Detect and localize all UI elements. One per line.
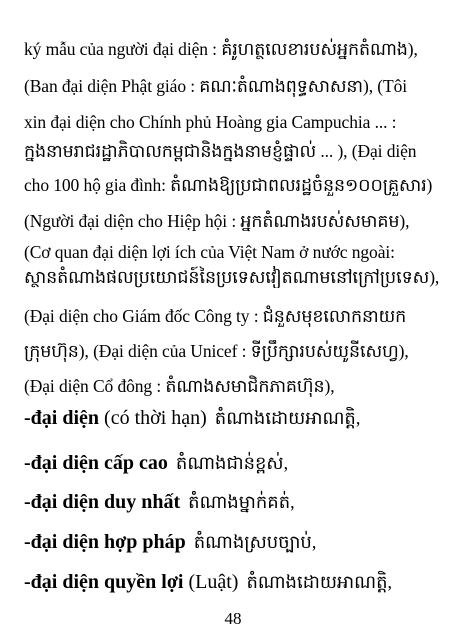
- text-line: cho 100 hộ gia đình: តំណាងឱ្យប្រជាពលរដ្ឋចំនួន១០០គ្រួសារ): [24, 175, 433, 195]
- text-line: ký mẫu của người đại diện : គំរូហត្ថលេខារបស់អ្នកតំណាង),: [24, 39, 418, 59]
- dictionary-entry: [24, 489, 448, 515]
- entry-translation: តំណាងដោយអាណត្តិ,: [214, 408, 361, 428]
- entry-translation: តំណាងស្របច្បាប់,: [193, 532, 317, 552]
- entry-translation: តំណាងជាន់ខ្ពស់,: [175, 453, 289, 473]
- entry-translation: តំណាងម្នាក់គត់,: [188, 492, 295, 512]
- page-number: 48: [224, 609, 242, 628]
- dictionary-entry: [24, 405, 448, 431]
- entry-headword: -đại diện cấp cao: [24, 452, 168, 474]
- entry-headword: -đại diện duy nhất: [24, 491, 181, 513]
- text-line: (Ban đại diện Phật giáo : គណៈតំណាងពុទ្ធសាសនា), (Tôi: [24, 76, 407, 96]
- entry-headword: -đại diện hợp pháp: [24, 531, 186, 553]
- dictionary-entry: [24, 450, 448, 476]
- text-line: (Cơ quan đại diện lợi ích của Việt Nam ở nước ngoài:: [24, 242, 395, 262]
- dictionary-entry: [24, 569, 448, 595]
- dictionary-entry: [24, 529, 448, 555]
- text-line: ស្ថានតំណាងផលប្រយោជន៍នៃប្រទេសវៀតណាមនៅក្រៅប្រទេស),: [24, 267, 440, 287]
- entry-headword: -đại diện: [24, 407, 100, 429]
- text-line: (Người đại diện cho Hiệp hội : អ្នកតំណាងរបស់សមាគម),: [24, 211, 410, 231]
- text-line: ក្នុងនាមរាជរដ្ឋាភិបាលកម្ពុជានិងក្នុងនាមខ្ញុំផ្ទាល់ ... ), (Đại diện: [24, 141, 417, 161]
- text-line: (Đại diện Cổ đông : តំណាងសមាជិកភាគហ៊ុន),: [24, 376, 335, 396]
- entry-note: (có thời hạn): [99, 407, 207, 429]
- text-line: ក្រុមហ៊ុន), (Đại diện của Unicef : ទីប្រឹក្សារបស់យូនីសេហ្វ),: [24, 341, 409, 361]
- text-line: xin đại diện cho Chính phủ Hoàng gia Campuchia ... :: [24, 112, 397, 132]
- entry-translation: តំណាងដោយអាណត្តិ,: [246, 572, 393, 592]
- entry-headword: -đại diện quyền lợi: [24, 571, 184, 593]
- text-line: (Đại diện cho Giám đốc Công ty : ជំនួសមុខលោកនាយក: [24, 306, 407, 326]
- entry-note: (Luật): [183, 571, 239, 593]
